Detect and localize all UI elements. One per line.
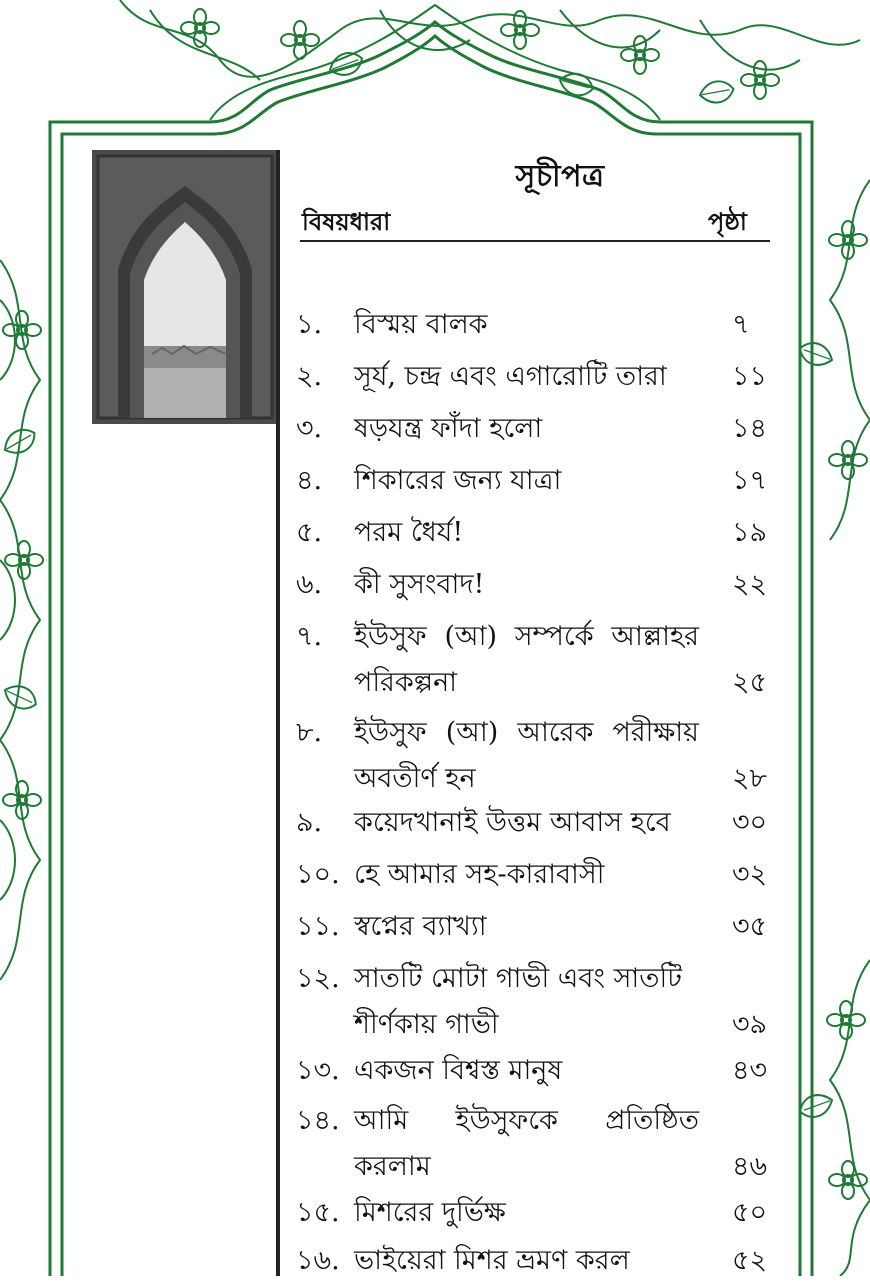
entry-title-part: ইউসুফকে <box>455 1105 558 1136</box>
entry-title-part: সম্পর্কে <box>514 621 594 652</box>
entry-page: ৭ <box>732 309 750 340</box>
entry-page: ৪৬ <box>732 1151 768 1182</box>
entry-number: ১. <box>296 309 323 340</box>
entry-title: হে আমার সহ-কারাবাসী <box>354 859 605 890</box>
entry-page: ১৯ <box>732 517 768 548</box>
entry-title: সূর্য, চন্দ্র এবং এগারোটি তারা <box>354 361 667 392</box>
entry-number: ১০. <box>296 859 340 890</box>
entry-number: ১৪. <box>296 1105 340 1136</box>
entry-number: ২. <box>296 361 323 392</box>
entry-page: ১৭ <box>732 465 768 496</box>
subject-column-header: বিষয়ধারা <box>302 207 391 236</box>
entry-number: ৫. <box>296 517 323 548</box>
entry-title: স্বপ্নের ব্যাখ্যা <box>354 911 487 942</box>
entry-number: ১৫. <box>296 1197 340 1228</box>
entry-page: ২৮ <box>732 763 768 794</box>
entry-title-part: প্রতিষ্ঠিত <box>605 1105 699 1136</box>
vertical-divider <box>276 150 280 1276</box>
entry-number: ১২. <box>296 963 340 994</box>
entry-title-part: আল্লাহর <box>611 621 699 652</box>
entry-page: ২৫ <box>732 667 768 698</box>
entry-title: ভাইয়েরা মিশর ভ্রমণ করল <box>354 1245 630 1276</box>
entry-title-line <box>354 616 699 661</box>
entry-number: ১৩. <box>296 1055 340 1086</box>
entry-title-part: আরেক <box>517 717 594 748</box>
entry-title-line <box>354 712 699 757</box>
entry-title-continued: করলাম <box>354 1151 431 1182</box>
entry-title-part: (আ) <box>445 717 499 748</box>
page-title: সূচীপত্র <box>515 159 605 194</box>
page-column-header: পৃষ্ঠা <box>708 207 747 236</box>
entry-page: ৩২ <box>732 859 768 890</box>
entry-title: পরম ধৈর্য! <box>354 517 464 548</box>
entry-page: ৫২ <box>732 1245 768 1276</box>
entry-title-continued: পরিকল্পনা <box>354 667 458 698</box>
entry-number: ৪. <box>296 465 323 496</box>
header-rule <box>300 240 770 242</box>
entry-title-part: ইউসুফ <box>354 621 427 652</box>
entry-title-part: পরীক্ষায় <box>612 717 699 748</box>
entry-title: বিস্ময় বালক <box>354 309 488 340</box>
entry-title: কয়েদখানাই উত্তম আবাস হবে <box>354 807 671 838</box>
entry-title-part: আমি <box>354 1105 409 1136</box>
entry-title: সাতটি মোটা গাভী এবং সাতটি <box>354 963 682 994</box>
entry-number: ৩. <box>296 413 323 444</box>
entry-page: ২২ <box>732 569 768 600</box>
entry-page: ৩০ <box>732 807 768 838</box>
entry-title: একজন বিশ্বস্ত মানুষ <box>354 1055 563 1086</box>
entry-page: ৩৯ <box>732 1009 768 1040</box>
entry-number: ৭. <box>296 621 323 652</box>
entry-title-part: ইউসুফ <box>354 717 427 748</box>
entry-title: মিশরের দুর্ভিক্ষ <box>354 1197 506 1228</box>
entry-number: ৬. <box>296 569 323 600</box>
entry-title-continued: অবতীর্ণ হন <box>354 763 476 794</box>
entry-title-line <box>354 1100 699 1145</box>
entry-number: ১১. <box>296 911 340 942</box>
entry-number: ৯. <box>296 807 323 838</box>
entry-number: ১৬. <box>296 1245 340 1276</box>
entry-title-continued: শীর্ণকায় গাভী <box>354 1009 499 1040</box>
entry-title-part: (আ) <box>444 621 497 652</box>
entry-title: কী সুসংবাদ! <box>354 569 485 600</box>
entry-page: ৩৫ <box>732 911 768 942</box>
entry-title: ষড়যন্ত্র ফাঁদা হলো <box>354 413 543 444</box>
entry-number: ৮. <box>296 717 323 748</box>
entry-page: ১১ <box>732 361 768 392</box>
entry-title: শিকারের জন্য যাত্রা <box>354 465 562 496</box>
entry-page: ৫০ <box>732 1197 768 1228</box>
entry-page: ১৪ <box>732 413 768 444</box>
entry-page: ৪৩ <box>732 1055 768 1086</box>
archway-photo <box>92 150 278 424</box>
